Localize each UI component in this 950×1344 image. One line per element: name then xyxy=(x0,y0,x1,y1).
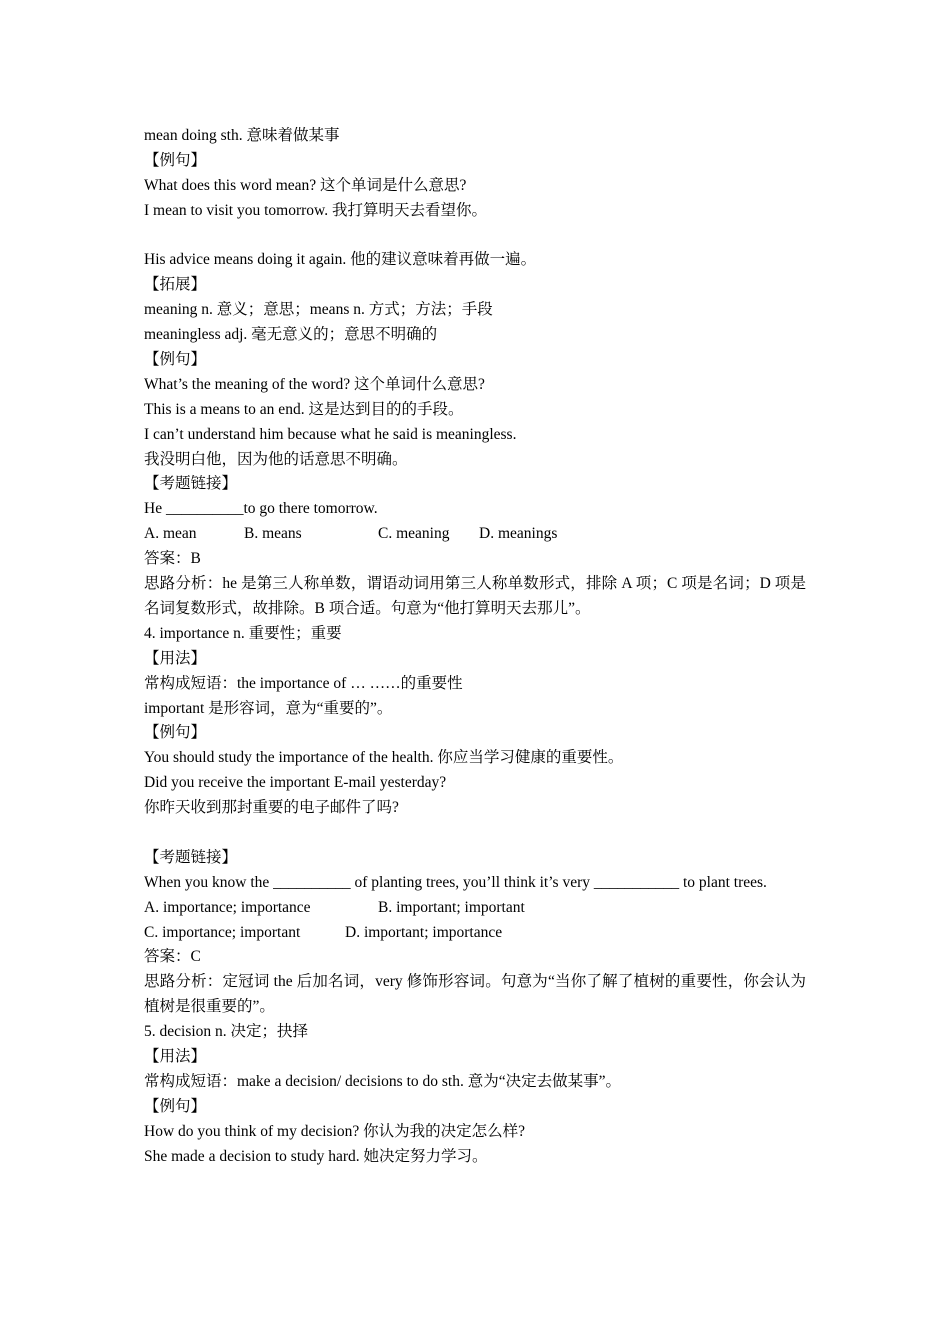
answer-options xyxy=(144,896,806,921)
text-line: 常构成短语：the importance of … ……的重要性 xyxy=(144,674,463,692)
section-heading-usage: 【用法】 xyxy=(144,649,207,667)
question-paragraph: When you know the __________ of planting trees, you’ll think it’s very ___________ to plant trees. xyxy=(144,873,767,891)
option-c: C. meaning xyxy=(378,525,450,543)
option-a: A. importance; importance xyxy=(144,898,311,916)
text-line: What does this word mean? 这个单词是什么意思? xyxy=(144,176,467,194)
section-heading-exam-link: 【考题链接】 xyxy=(144,848,238,866)
option-d: D. important; importance xyxy=(345,923,503,941)
text-line: meaning n. 意义；意思；means n. 方式；方法；手段 xyxy=(144,301,493,319)
option-b: B. important; important xyxy=(378,898,525,916)
section-heading-exam-link: 【考题链接】 xyxy=(144,475,238,493)
option-c: C. importance; important xyxy=(144,923,301,941)
text-line: What’s the meaning of the word? 这个单词什么意思? xyxy=(144,375,485,393)
vocab-heading: 4. importance n. 重要性；重要 xyxy=(144,624,342,642)
text-line: This is a means to an end. 这是达到目的的手段。 xyxy=(144,400,464,418)
text-line: You should study the importance of the health. 你应当学习健康的重要性。 xyxy=(144,749,624,767)
answer-options xyxy=(144,921,806,946)
text-line: I can’t understand him because what he said is meaningless. xyxy=(144,425,517,443)
text-line: I mean to visit you tomorrow. 我打算明天去看望你。 xyxy=(144,201,487,219)
analysis-paragraph: 思路分析：he 是第三人称单数，谓语动词用第三人称单数形式，排除 A 项；C 项是名词；D 项是名词复数形式，故排除。B 项合适。句意为“他打算明天去那儿”。 xyxy=(144,575,806,617)
answer-line: 答案：C xyxy=(144,948,201,966)
question-line: He __________to go there tomorrow. xyxy=(144,500,378,518)
text-line: How do you think of my decision? 你认为我的决定怎么样? xyxy=(144,1122,526,1140)
text-line: She made a decision to study hard. 她决定努力学习。 xyxy=(144,1147,488,1165)
section-heading-example: 【例句】 xyxy=(144,151,207,169)
option-a: A. mean xyxy=(144,525,197,543)
section-heading-usage: 【用法】 xyxy=(144,1048,207,1066)
section-heading-extension: 【拓展】 xyxy=(144,276,207,294)
analysis-paragraph: 思路分析：定冠词 the 后加名词，very 修饰形容词。句意为“当你了解了植树的重要性，你会认为植树是很重要的”。 xyxy=(144,973,806,1016)
answer-line: 答案：B xyxy=(144,550,201,568)
text-line: His advice means doing it again. 他的建议意味着再做一遍。 xyxy=(144,251,537,269)
document-page xyxy=(144,124,806,1169)
text-line: Did you receive the important E-mail yesterday? xyxy=(144,774,447,792)
text-line: meaningless adj. 毫无意义的；意思不明确的 xyxy=(144,326,438,344)
section-heading-example: 【例句】 xyxy=(144,724,207,742)
text-line: important 是形容词，意为“重要的”。 xyxy=(144,699,393,717)
blank-line xyxy=(144,224,806,249)
option-d: D. meanings xyxy=(479,525,558,543)
vocab-heading: 5. decision n. 决定；抉择 xyxy=(144,1023,309,1041)
section-heading-example: 【例句】 xyxy=(144,1097,207,1115)
text-line: 常构成短语：make a decision/ decisions to do sth. 意为“决定去做某事”。 xyxy=(144,1072,621,1090)
text-line: mean doing sth. 意味着做某事 xyxy=(144,127,340,144)
option-b: B. means xyxy=(244,525,302,543)
section-heading-example: 【例句】 xyxy=(144,351,207,369)
blank-line xyxy=(144,821,806,846)
answer-options xyxy=(144,522,806,547)
text-line: 你昨天收到那封重要的电子邮件了吗? xyxy=(144,799,399,817)
text-line: 我没明白他，因为他的话意思不明确。 xyxy=(144,450,408,468)
